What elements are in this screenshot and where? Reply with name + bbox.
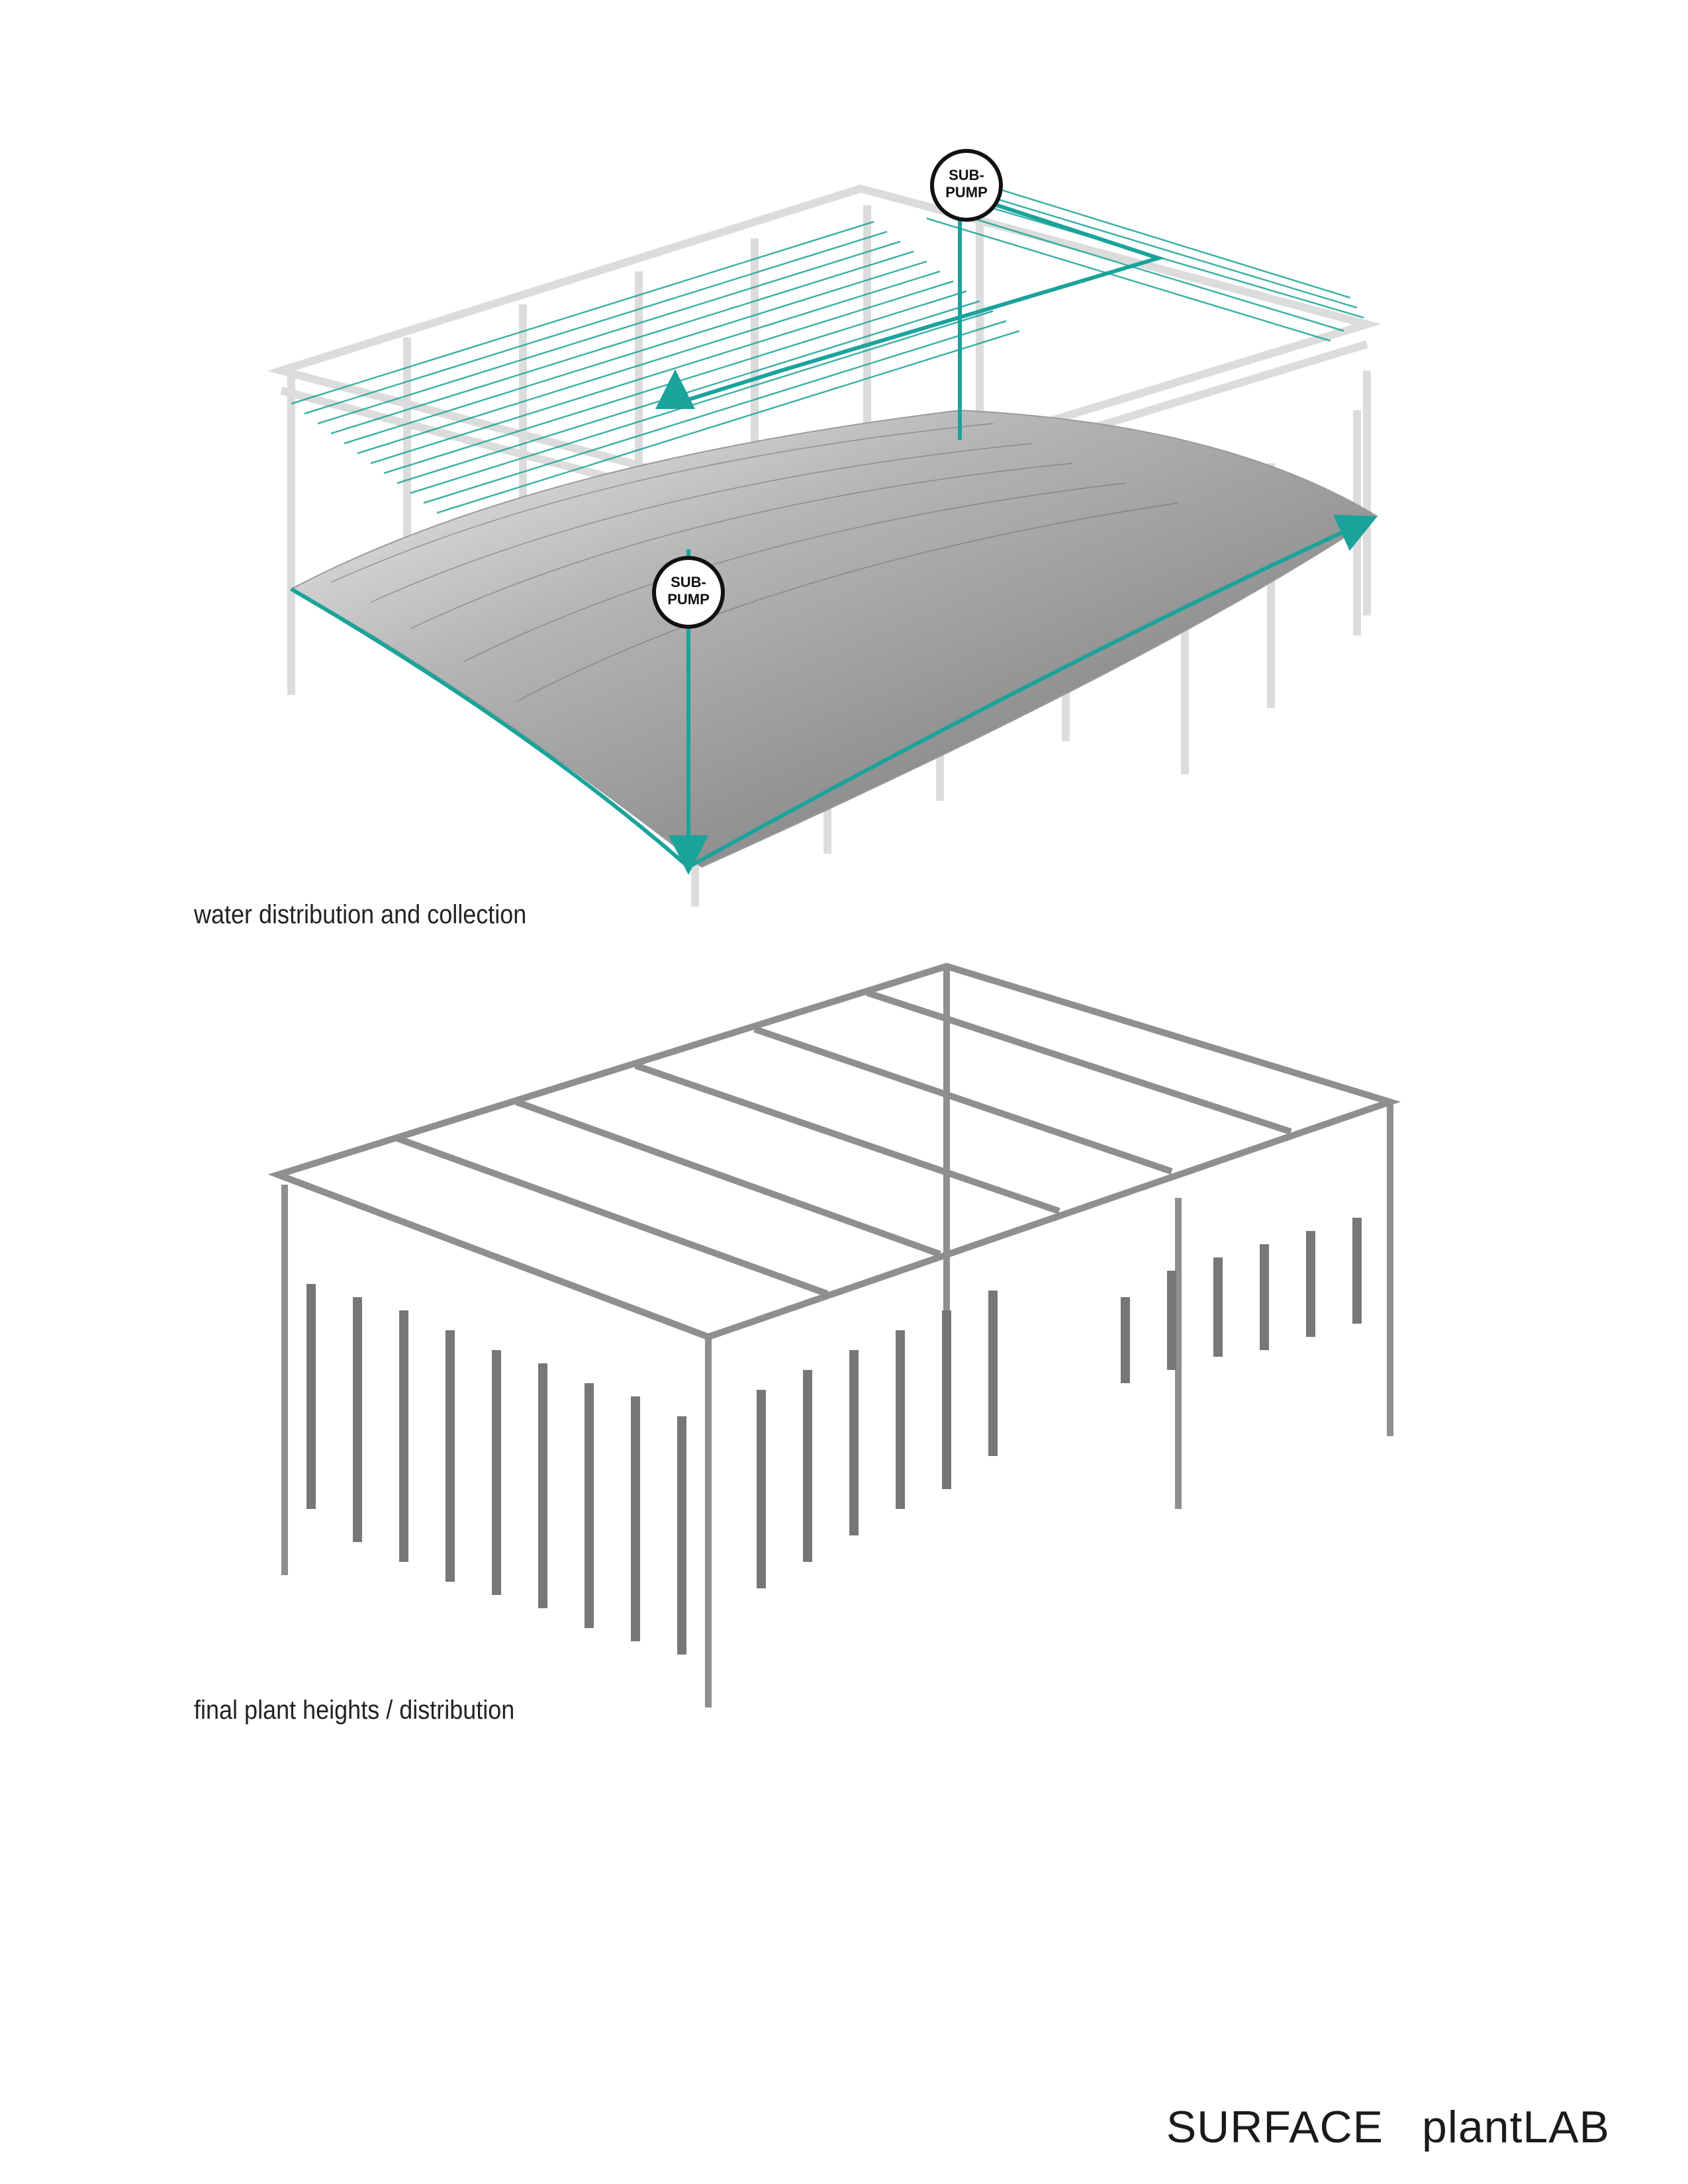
footer-title (1166, 2101, 1610, 2153)
plant-columns (311, 1218, 1357, 1655)
dark-frame (278, 966, 1390, 1707)
water-distribution-diagram (0, 0, 1688, 927)
sub-pump-top (932, 151, 1001, 220)
sub-pump-bottom (654, 558, 723, 627)
svg-text:SUB-: SUB- (949, 167, 984, 183)
svg-text:PUMP: PUMP (667, 591, 710, 608)
footer-brand: plantLAB (1422, 2102, 1610, 2152)
footer-project: SURFACE (1166, 2102, 1384, 2152)
svg-text:PUMP: PUMP (945, 184, 988, 201)
svg-text:SUB-: SUB- (671, 574, 706, 590)
plant-heights-diagram (0, 927, 1688, 1721)
caption-plant-heights: final plant heights / distribution (194, 1696, 515, 1725)
caption-water-distribution: water distribution and collection (194, 900, 527, 929)
